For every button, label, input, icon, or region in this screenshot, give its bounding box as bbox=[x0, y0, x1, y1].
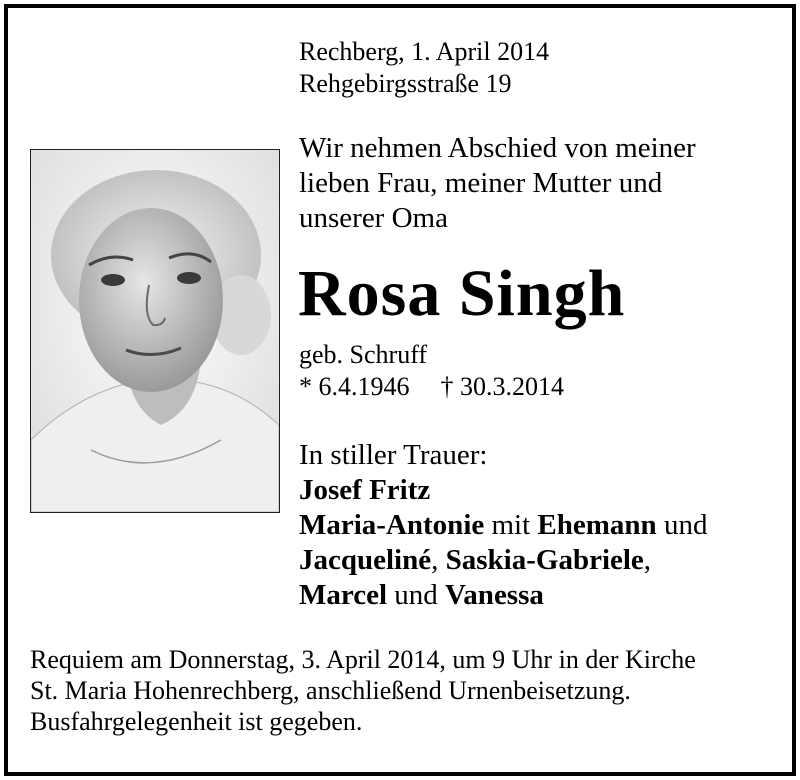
mourner-name: Jacqueliné bbox=[299, 544, 432, 576]
intro-line-2: lieben Frau, meiner Mutter und bbox=[299, 167, 663, 199]
mourner-name: Ehemann bbox=[537, 509, 657, 541]
service-line-2: St. Maria Hohenrechberg, anschließend Urnenbeisetzung. bbox=[30, 676, 631, 705]
mourner-line-4 bbox=[299, 578, 544, 612]
mourner-separator: , bbox=[431, 544, 439, 576]
life-dates bbox=[299, 371, 564, 403]
death-date: † 30.3.2014 bbox=[440, 372, 564, 401]
service-line-1: Requiem am Donnerstag, 3. April 2014, um 9 Uhr in der Kirche bbox=[30, 645, 696, 674]
mourner-connector: und bbox=[394, 579, 438, 611]
deceased-name: Rosa Singh bbox=[298, 257, 626, 330]
address: Rehgebirgsstraße 19 bbox=[299, 69, 512, 98]
birth-date: * 6.4.1946 bbox=[299, 372, 410, 401]
mourner-name: Saskia-Gabriele bbox=[445, 544, 644, 576]
mourners-heading: In stiller Trauer: bbox=[299, 439, 488, 471]
service-line-3: Busfahrgelegenheit ist gegeben. bbox=[30, 707, 363, 736]
mourner-name: Maria-Antonie bbox=[299, 509, 485, 541]
place-date: Rechberg, 1. April 2014 bbox=[299, 37, 550, 66]
mourner-line-3 bbox=[299, 543, 651, 577]
mourner-name: Vanessa bbox=[445, 579, 544, 611]
intro-line-3: unserer Oma bbox=[299, 202, 448, 234]
mourner-separator: , bbox=[643, 544, 652, 576]
intro-line-1: Wir nehmen Abschied von meiner bbox=[299, 132, 696, 164]
mourner-name: Marcel bbox=[299, 579, 388, 611]
portrait-image bbox=[31, 150, 279, 512]
mourner-connector: mit bbox=[491, 509, 531, 541]
maiden-name: geb. Schruff bbox=[299, 340, 428, 369]
mourner-connector: und bbox=[663, 509, 708, 541]
mourner-line-2 bbox=[299, 508, 707, 542]
mourner-line-1: Josef Fritz bbox=[299, 474, 431, 506]
portrait-photo bbox=[30, 149, 280, 513]
